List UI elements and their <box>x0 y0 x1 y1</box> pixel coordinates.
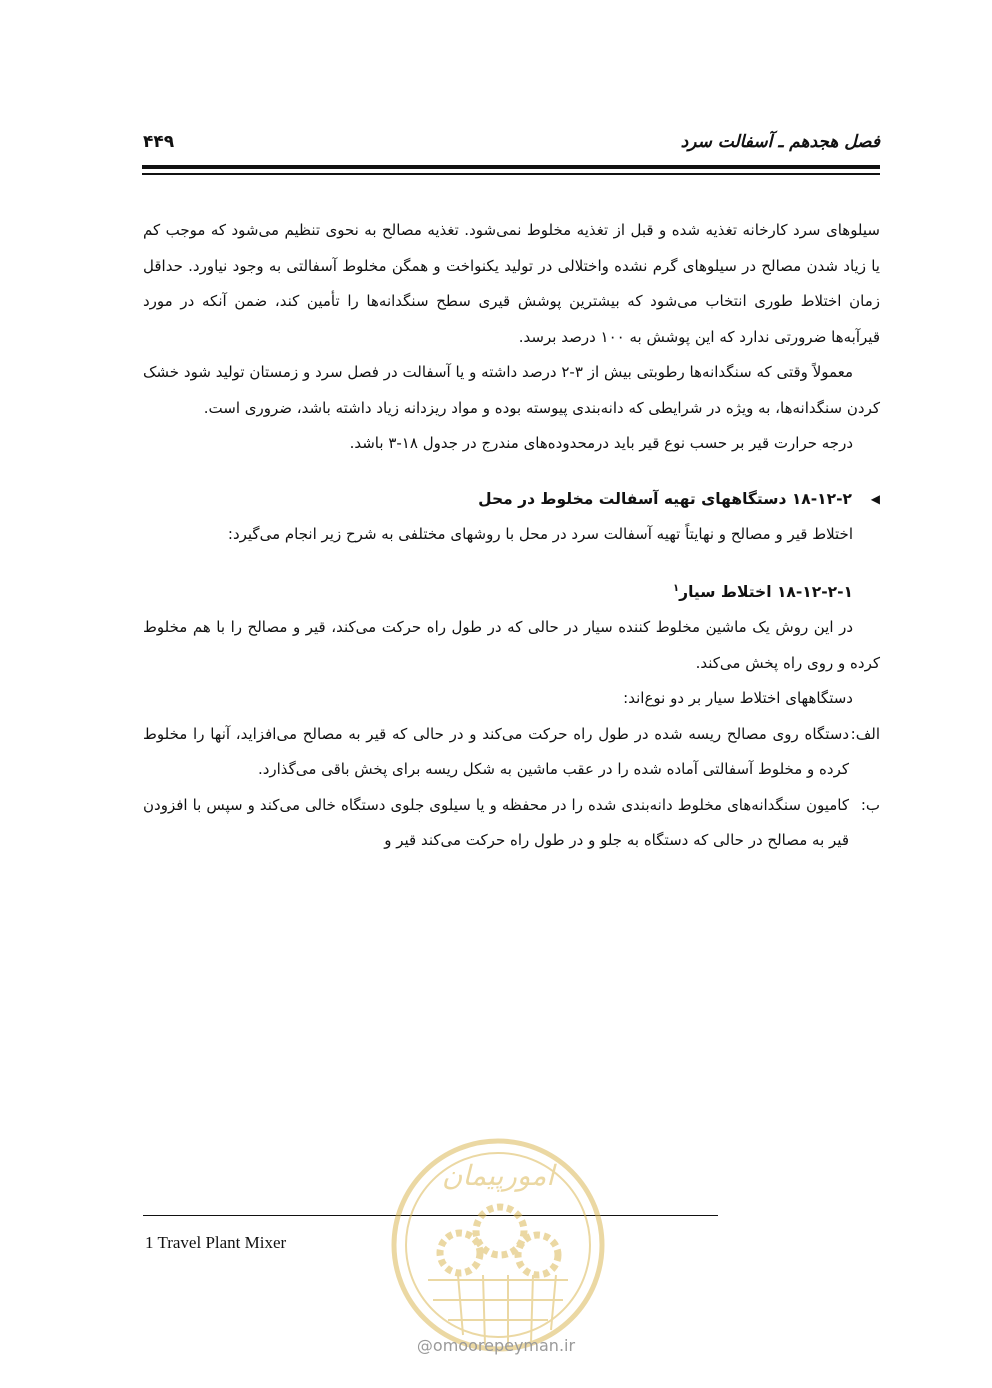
triangle-left-icon: ◀ <box>870 491 880 506</box>
page-number: ۴۴۹ <box>143 132 175 152</box>
list-text-b: کامیون سنگدانه‌های مخلوط دانه‌بندی شده را در محفظه و یا سیلوی جلوی دستگاه خالی می‌کند و سپس با افزودن قیر به مصالح در حالی که دستگاه به جلو و در طول راه حرکت می‌کند قیر و <box>143 795 849 849</box>
list-text-a: دستگاه روی مصالح ریسه شده در طول راه حرکت می‌کند و در حالی که قیر به مصالح می‌افزاید، آنها را مخلوط کرده و مخلوط آسفالتی آماده شده را در عقب ماشین به شکل ریسه برای پخش باقی می‌گذارد. <box>143 724 849 778</box>
watermark-logo <box>388 1135 608 1355</box>
section-heading <box>143 482 880 518</box>
header-rule-thick <box>142 165 880 169</box>
list-marker-a: الف: <box>850 724 880 743</box>
watermark-url: @omoorepeyman.ir <box>416 1336 576 1355</box>
paragraph-4: اختلاط قیر و مصالح و نهایتاً تهیه آسفالت سرد در محل با روشهای مختلفی به شرح زیر انجام می‌گیرد: <box>227 525 853 543</box>
paragraph-3: درجه حرارت قیر بر حسب نوع قیر باید درمحدوده‌های مندرج در جدول ۱۸-۳ باشد. <box>349 434 853 452</box>
paragraph-2: معمولاً وقتی که سنگدانه‌ها رطوبتی بیش از ۳-۲ درصد داشته و یا آسفالت در فصل سرد و زمستان تولید شود خشک کردن سنگدانه‌ها، به ویژه در شرایطی که دانه‌بندی پیوسته بوده و مواد ریزدانه زیاد داشته باشد، ضروری است. <box>143 363 880 417</box>
list-item-a <box>143 717 880 788</box>
footnote-reference: ۱ <box>673 582 680 594</box>
subsection-heading-text: ۱۸-۱۲-۲-۱ اختلاط سیار <box>679 582 853 601</box>
section-heading-text: ۱۸-۱۲-۲ دستگاههای تهیه آسفالت مخلوط در محل <box>478 489 852 508</box>
paragraph-6: دستگاههای اختلاط سیار بر دو نوع‌اند: <box>623 689 853 707</box>
body-text <box>143 213 880 859</box>
watermark-logo-text: امورپیمان <box>441 1159 555 1192</box>
chapter-title: فصل هجدهم ـ آسفالت سرد <box>680 132 880 152</box>
footnote: 1 Travel Plant Mixer <box>145 1233 287 1252</box>
subsection-heading <box>143 575 880 611</box>
paragraph-5: در این روش یک ماشین مخلوط کننده سیار در حالی که در طول راه حرکت می‌کند، قیر و مصالح را با هم مخلوط کرده و روی راه پخش می‌کند. <box>143 618 880 672</box>
header-rule-thin <box>142 173 880 175</box>
list-item-b <box>143 788 880 859</box>
list-marker-b: ب: <box>860 795 880 814</box>
paragraph-1: سیلوهای سرد کارخانه تغذیه شده و قبل از تغذیه مخلوط نمی‌شود. تغذیه مصالح به نحوی تنظیم می‌شود که موجب کم یا زیاد شدن مصالح در سیلوهای گرم نشده واختلالی در تولید یکنواخت و همگن مخلوط آسفالتی به وجود نیاورد. حداقل زمان اختلاط طوری انتخاب می‌شود که بیشترین پوشش قیری سطح سنگدانه‌ها را تأمین کند، ضمن آنکه در مورد قیرآبه‌ها ضرورتی ندارد که این پوشش به ۱۰۰ درصد برسد. <box>143 221 880 346</box>
